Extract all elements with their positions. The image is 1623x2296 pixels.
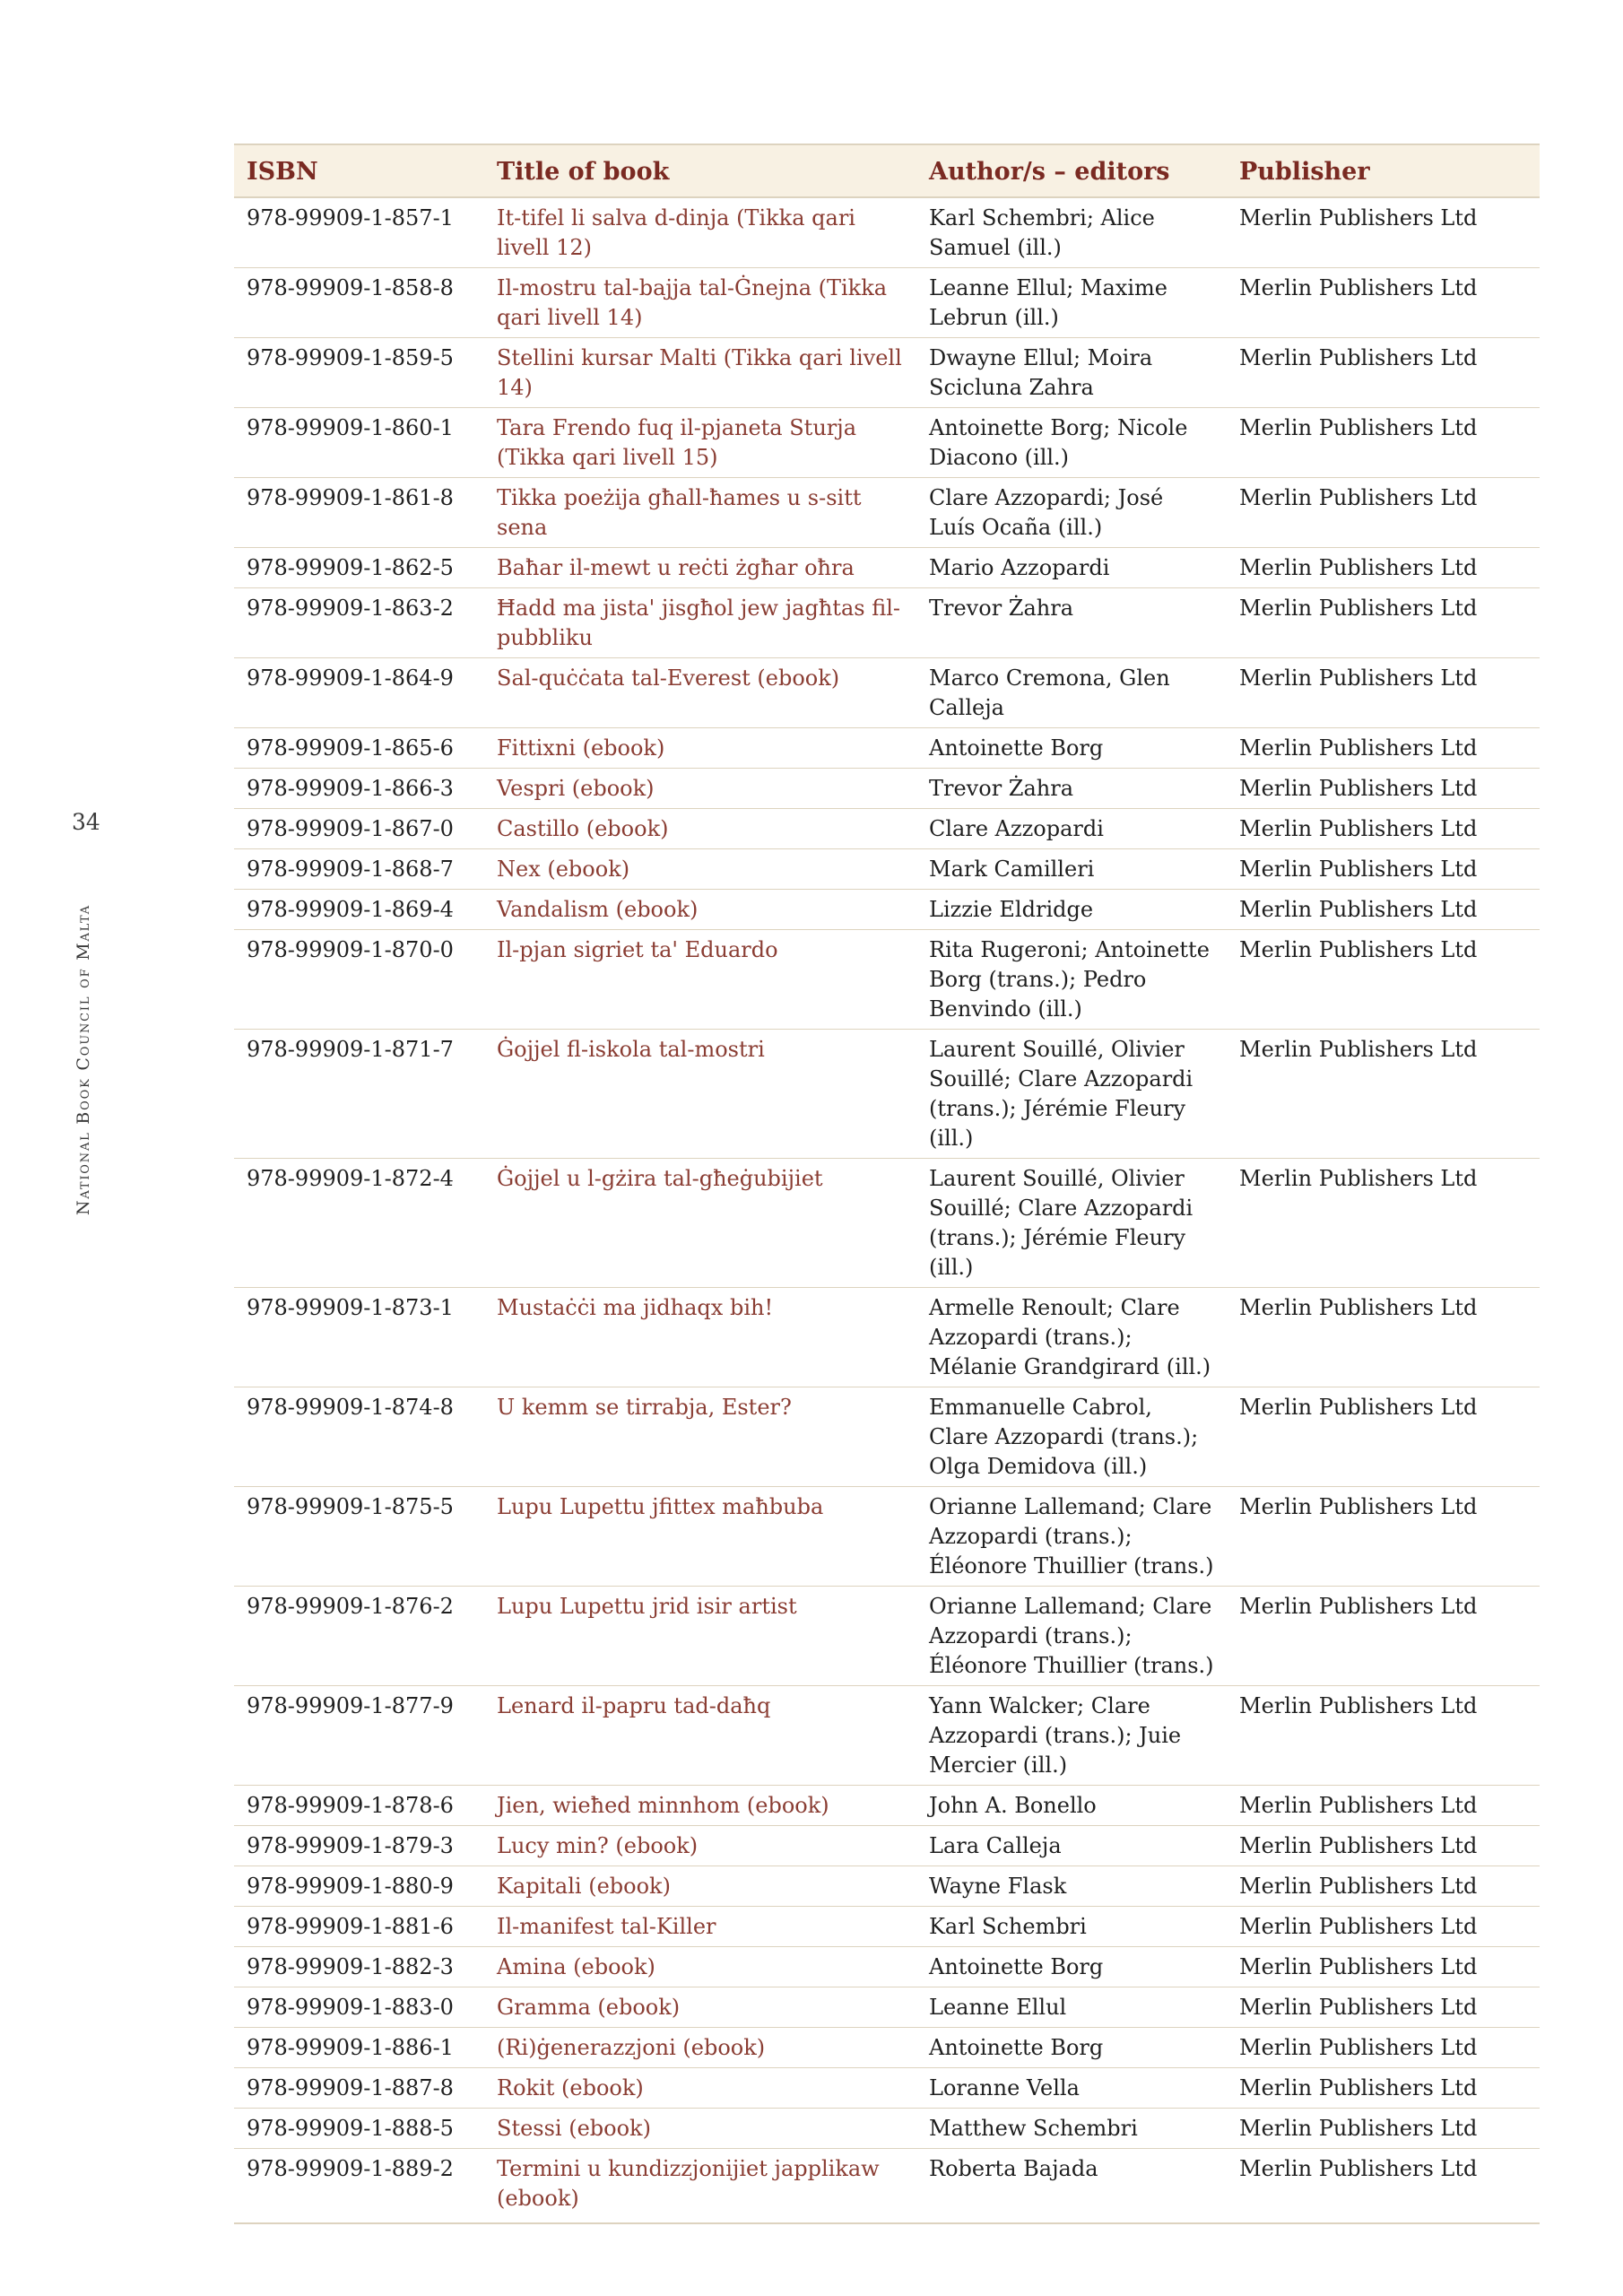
author-cell: Orianne Lallemand; Clare Azzopardi (trans.); Éléonore Thuillier (trans.) (916, 1487, 1227, 1587)
isbn-cell: 978-99909-1-863-2 (234, 588, 484, 658)
publisher-cell: Merlin Publishers Ltd (1227, 1947, 1540, 1987)
isbn-cell: 978-99909-1-880-9 (234, 1866, 484, 1907)
table-row (234, 658, 1540, 728)
publisher-cell: Merlin Publishers Ltd (1227, 1159, 1540, 1288)
publisher-cell: Merlin Publishers Ltd (1227, 408, 1540, 478)
author-cell: Yann Walcker; Clare Azzopardi (trans.); Juie Mercier (ill.) (916, 1686, 1227, 1786)
isbn-cell: 978-99909-1-866-3 (234, 769, 484, 809)
title-cell: Tara Frendo fuq il-pjaneta Sturja (Tikka qari livell 15) (484, 408, 916, 478)
title-cell: Ġojjel fl-iskola tal-mostri (484, 1030, 916, 1159)
publisher-cell: Merlin Publishers Ltd (1227, 338, 1540, 408)
table-row (234, 1826, 1540, 1866)
publisher-cell: Merlin Publishers Ltd (1227, 658, 1540, 728)
title-cell: Stessi (ebook) (484, 2109, 916, 2149)
table-row (234, 1987, 1540, 2028)
isbn-cell: 978-99909-1-882-3 (234, 1947, 484, 1987)
author-cell: Clare Azzopardi (916, 809, 1227, 849)
table-row (234, 1686, 1540, 1786)
publisher-cell: Merlin Publishers Ltd (1227, 1587, 1540, 1686)
title-cell: Lenard il-papru tad-daħq (484, 1686, 916, 1786)
author-cell: Clare Azzopardi; José Luís Ocaña (ill.) (916, 478, 1227, 548)
table-row (234, 2149, 1540, 2224)
isbn-cell: 978-99909-1-870-0 (234, 930, 484, 1030)
table-row (234, 930, 1540, 1030)
isbn-header: ISBN (234, 144, 484, 197)
table-row (234, 1786, 1540, 1826)
publisher-cell: Merlin Publishers Ltd (1227, 478, 1540, 548)
publisher-cell: Merlin Publishers Ltd (1227, 930, 1540, 1030)
title-cell: Lucy min? (ebook) (484, 1826, 916, 1866)
side-running-title: National Book Council of Malta (74, 904, 93, 1215)
title-cell: Gramma (ebook) (484, 1987, 916, 2028)
author-cell: Armelle Renoult; Clare Azzopardi (trans.); Mélanie Grandgirard (ill.) (916, 1288, 1227, 1387)
author-cell: Wayne Flask (916, 1866, 1227, 1907)
table-row (234, 478, 1540, 548)
title-cell: Mustaċċi ma jidhaqx bih! (484, 1288, 916, 1387)
table-row (234, 1487, 1540, 1587)
publisher-cell: Merlin Publishers Ltd (1227, 2068, 1540, 2109)
author-cell: Matthew Schembri (916, 2109, 1227, 2149)
table-row (234, 548, 1540, 588)
title-cell: Nex (ebook) (484, 849, 916, 890)
table-row (234, 2028, 1540, 2068)
publisher-cell: Merlin Publishers Ltd (1227, 1907, 1540, 1947)
author-cell: Karl Schembri; Alice Samuel (ill.) (916, 197, 1227, 268)
title-cell: Rokit (ebook) (484, 2068, 916, 2109)
table-header (234, 144, 1540, 197)
isbn-cell: 978-99909-1-868-7 (234, 849, 484, 890)
header-row (234, 144, 1540, 197)
title-cell: Castillo (ebook) (484, 809, 916, 849)
table-row (234, 1587, 1540, 1686)
table-body (234, 197, 1540, 2223)
publisher-cell: Merlin Publishers Ltd (1227, 1786, 1540, 1826)
isbn-cell: 978-99909-1-874-8 (234, 1387, 484, 1487)
isbn-cell: 978-99909-1-864-9 (234, 658, 484, 728)
table-row (234, 1907, 1540, 1947)
title-header: Title of book (484, 144, 916, 197)
publisher-cell: Merlin Publishers Ltd (1227, 2028, 1540, 2068)
author-cell: Roberta Bajada (929, 2156, 1098, 2181)
title-cell: Amina (ebook) (484, 1947, 916, 1987)
table-row (234, 890, 1540, 930)
page-number: 34 (72, 809, 100, 835)
isbn-cell: 978-99909-1-862-5 (234, 548, 484, 588)
publisher-cell: Merlin Publishers Ltd (1227, 1826, 1540, 1866)
author-cell: Antoinette Borg (916, 1947, 1227, 1987)
publisher-header: Publisher (1227, 144, 1540, 197)
author-cell: Leanne Ellul (916, 1987, 1227, 2028)
isbn-cell: 978-99909-1-860-1 (234, 408, 484, 478)
publisher-cell: Merlin Publishers Ltd (1227, 548, 1540, 588)
table-row (234, 197, 1540, 268)
author-cell: Lara Calleja (916, 1826, 1227, 1866)
publisher-cell: Merlin Publishers Ltd (1227, 268, 1540, 338)
title-cell: Termini u kundizzjonijiet japplikaw (ebook) (497, 2156, 880, 2211)
isbn-cell: 978-99909-1-888-5 (234, 2109, 484, 2149)
table-row (234, 1866, 1540, 1907)
isbn-cell: 978-99909-1-865-6 (234, 728, 484, 769)
title-cell: Ħadd ma jista' jisgħol jew jagħtas fil-pubbliku (484, 588, 916, 658)
author-cell: Antoinette Borg (916, 2028, 1227, 2068)
author-cell: Orianne Lallemand; Clare Azzopardi (trans.); Éléonore Thuillier (trans.) (916, 1587, 1227, 1686)
table-row (234, 1288, 1540, 1387)
table-row (234, 809, 1540, 849)
publisher-cell: Merlin Publishers Ltd (1227, 809, 1540, 849)
author-cell: Loranne Vella (916, 2068, 1227, 2109)
isbn-cell: 978-99909-1-871-7 (234, 1030, 484, 1159)
isbn-cell: 978-99909-1-869-4 (234, 890, 484, 930)
book-list-table (234, 144, 1540, 2224)
author-cell: John A. Bonello (916, 1786, 1227, 1826)
table-row (234, 268, 1540, 338)
isbn-cell: 978-99909-1-876-2 (234, 1587, 484, 1686)
isbn-cell: 978-99909-1-858-8 (234, 268, 484, 338)
author-cell: Antoinette Borg; Nicole Diacono (ill.) (916, 408, 1227, 478)
author-cell: Trevor Żahra (916, 769, 1227, 809)
title-cell: Vandalism (ebook) (484, 890, 916, 930)
isbn-cell: 978-99909-1-886-1 (234, 2028, 484, 2068)
title-cell: Il-pjan sigriet ta' Eduardo (484, 930, 916, 1030)
title-cell: Il-manifest tal-Killer (484, 1907, 916, 1947)
title-cell: Ġojjel u l-gżira tal-għeġubijiet (484, 1159, 916, 1288)
title-cell: Fittixni (ebook) (484, 728, 916, 769)
table-row (234, 2068, 1540, 2109)
table-row (234, 728, 1540, 769)
title-cell: Tikka poeżija għall-ħames u s-sitt sena (484, 478, 916, 548)
publisher-cell: Merlin Publishers Ltd (1239, 2156, 1478, 2181)
title-cell: Sal-quċċata tal-Everest (ebook) (484, 658, 916, 728)
isbn-cell: 978-99909-1-872-4 (234, 1159, 484, 1288)
isbn-cell: 978-99909-1-877-9 (234, 1686, 484, 1786)
author-cell: Laurent Souillé, Olivier Souillé; Clare Azzopardi (trans.); Jérémie Fleury (ill.) (916, 1030, 1227, 1159)
table-row (234, 2109, 1540, 2149)
title-cell: Kapitali (ebook) (484, 1866, 916, 1907)
isbn-cell: 978-99909-1-857-1 (234, 197, 484, 268)
author-cell: Marco Cremona, Glen Calleja (916, 658, 1227, 728)
title-cell: (Ri)ġenerazzjoni (ebook) (484, 2028, 916, 2068)
publisher-cell: Merlin Publishers Ltd (1227, 1487, 1540, 1587)
isbn-cell: 978-99909-1-861-8 (234, 478, 484, 548)
isbn-cell: 978-99909-1-881-6 (234, 1907, 484, 1947)
publisher-cell: Merlin Publishers Ltd (1227, 1866, 1540, 1907)
title-cell: Baħar il-mewt u reċti żgħar oħra (484, 548, 916, 588)
table-row (234, 1387, 1540, 1487)
isbn-cell: 978-99909-1-873-1 (234, 1288, 484, 1387)
title-cell: Vespri (ebook) (484, 769, 916, 809)
author-cell: Karl Schembri (916, 1907, 1227, 1947)
author-cell: Mark Camilleri (916, 849, 1227, 890)
author-cell: Laurent Souillé, Olivier Souillé; Clare Azzopardi (trans.); Jérémie Fleury (ill.) (916, 1159, 1227, 1288)
isbn-cell: 978-99909-1-879-3 (234, 1826, 484, 1866)
title-cell: It-tifel li salva d-dinja (Tikka qari livell 12) (484, 197, 916, 268)
author-cell: Emmanuelle Cabrol, Clare Azzopardi (trans.); Olga Demidova (ill.) (916, 1387, 1227, 1487)
author-cell: Lizzie Eldridge (916, 890, 1227, 930)
table-row (234, 1947, 1540, 1987)
isbn-cell: 978-99909-1-878-6 (234, 1786, 484, 1826)
isbn-cell: 978-99909-1-889-2 (247, 2156, 454, 2181)
isbn-cell: 978-99909-1-887-8 (234, 2068, 484, 2109)
authors-header: Author/s – editors (916, 144, 1227, 197)
publisher-cell: Merlin Publishers Ltd (1227, 588, 1540, 658)
title-cell: Lupu Lupettu jfittex maħbuba (484, 1487, 916, 1587)
title-cell: Lupu Lupettu jrid isir artist (484, 1587, 916, 1686)
table-row (234, 769, 1540, 809)
author-cell: Dwayne Ellul; Moira Scicluna Zahra (916, 338, 1227, 408)
publisher-cell: Merlin Publishers Ltd (1227, 1987, 1540, 2028)
table-row (234, 1159, 1540, 1288)
author-cell: Leanne Ellul; Maxime Lebrun (ill.) (916, 268, 1227, 338)
publisher-cell: Merlin Publishers Ltd (1227, 890, 1540, 930)
table-row (234, 338, 1540, 408)
publisher-cell: Merlin Publishers Ltd (1227, 2109, 1540, 2149)
title-cell: Jien, wieħed minnhom (ebook) (484, 1786, 916, 1826)
author-cell: Trevor Żahra (916, 588, 1227, 658)
isbn-cell: 978-99909-1-875-5 (234, 1487, 484, 1587)
isbn-cell: 978-99909-1-883-0 (234, 1987, 484, 2028)
title-cell: U kemm se tirrabja, Ester? (484, 1387, 916, 1487)
author-cell: Antoinette Borg (916, 728, 1227, 769)
table-row (234, 408, 1540, 478)
author-cell: Mario Azzopardi (916, 548, 1227, 588)
publisher-cell: Merlin Publishers Ltd (1227, 1686, 1540, 1786)
author-cell: Rita Rugeroni; Antoinette Borg (trans.); Pedro Benvindo (ill.) (916, 930, 1227, 1030)
publisher-cell: Merlin Publishers Ltd (1227, 1030, 1540, 1159)
publisher-cell: Merlin Publishers Ltd (1227, 1387, 1540, 1487)
publisher-cell: Merlin Publishers Ltd (1227, 728, 1540, 769)
publisher-cell: Merlin Publishers Ltd (1227, 849, 1540, 890)
title-cell: Il-mostru tal-bajja tal-Ġnejna (Tikka qari livell 14) (484, 268, 916, 338)
isbn-cell: 978-99909-1-859-5 (234, 338, 484, 408)
table-row (234, 849, 1540, 890)
table-row (234, 588, 1540, 658)
publisher-cell: Merlin Publishers Ltd (1227, 197, 1540, 268)
publisher-cell: Merlin Publishers Ltd (1227, 769, 1540, 809)
isbn-cell: 978-99909-1-867-0 (234, 809, 484, 849)
title-cell: Stellini kursar Malti (Tikka qari livell 14) (484, 338, 916, 408)
table-row (234, 1030, 1540, 1159)
publisher-cell: Merlin Publishers Ltd (1227, 1288, 1540, 1387)
